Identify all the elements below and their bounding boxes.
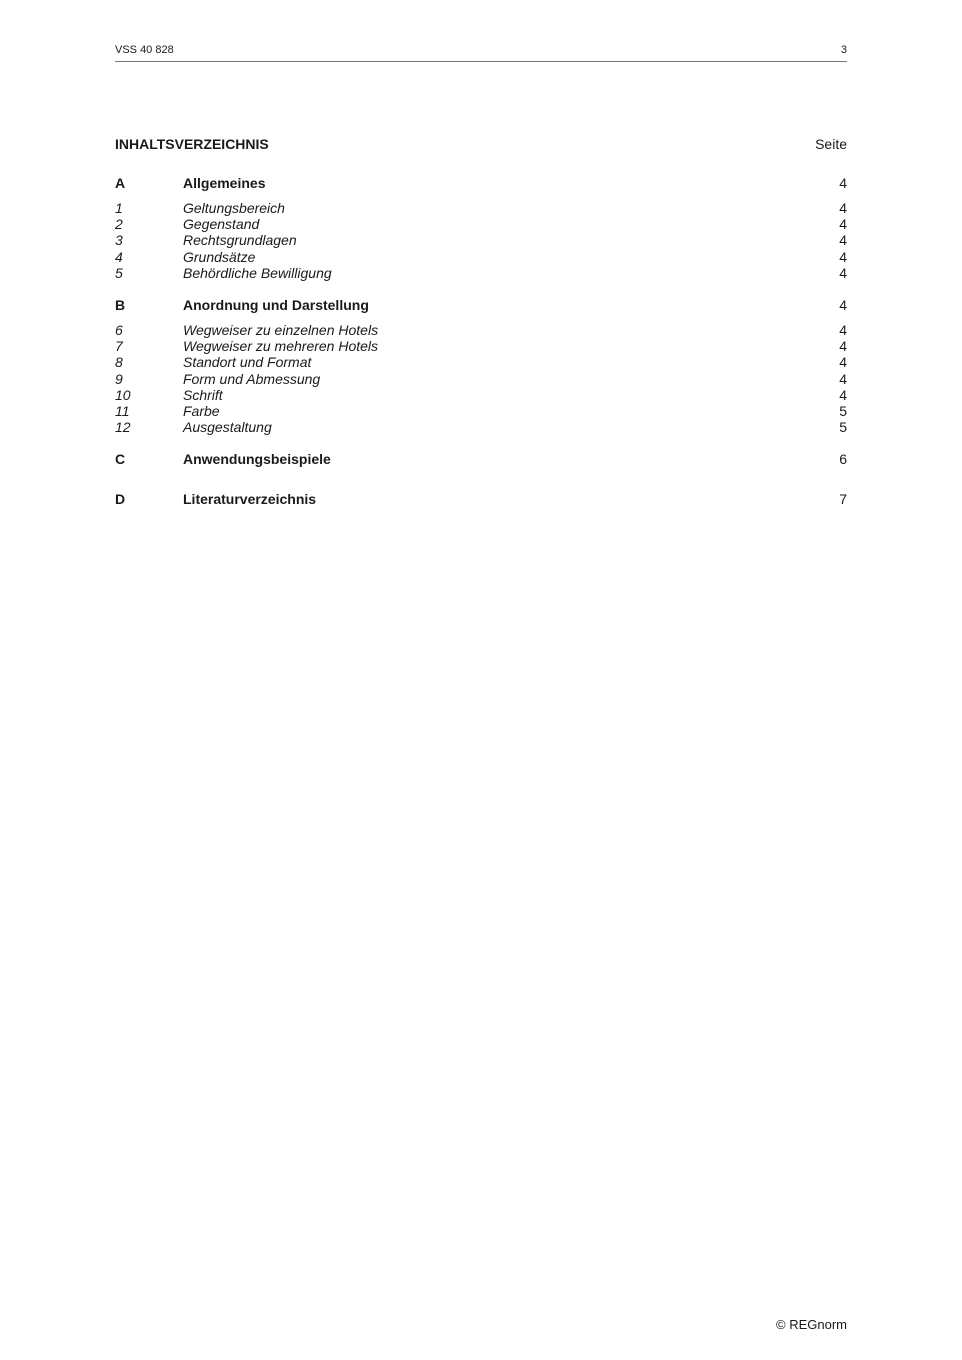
entry-page: 4: [839, 386, 847, 403]
entry-number: 6: [115, 322, 123, 339]
entry-label: Wegweiser zu mehreren Hotels: [183, 338, 379, 355]
toc-entry[interactable]: [115, 216, 847, 232]
toc-section: [115, 491, 847, 507]
entry-number: 9: [115, 370, 123, 387]
toc-section-heading[interactable]: [115, 297, 847, 313]
page-column-label: Seite: [815, 136, 847, 152]
toc-entry[interactable]: [115, 338, 847, 354]
entry-page: 5: [839, 403, 847, 420]
toc-title: INHALTSVERZEICHNIS: [115, 136, 269, 152]
section-page: 6: [839, 451, 847, 468]
section-letter: D: [115, 491, 126, 508]
toc-section-heading[interactable]: [115, 175, 847, 191]
entry-label: Gegenstand: [183, 216, 260, 233]
entry-label: Grundsätze: [183, 248, 256, 265]
toc-heading-row: [115, 136, 847, 152]
entry-label: Ausgestaltung: [183, 419, 272, 436]
entry-page: 4: [839, 322, 847, 339]
entry-number: 3: [115, 232, 123, 249]
entry-page: 4: [839, 370, 847, 387]
entry-page: 4: [839, 338, 847, 355]
toc-entry[interactable]: [115, 403, 847, 419]
entry-label: Standort und Format: [183, 354, 312, 371]
toc-entry[interactable]: [115, 265, 847, 281]
toc-section: [115, 175, 847, 281]
entry-number: 8: [115, 354, 123, 371]
entry-label: Wegweiser zu einzelnen Hotels: [183, 322, 379, 339]
toc-entry[interactable]: [115, 232, 847, 248]
entry-number: 4: [115, 248, 123, 265]
section-page: 4: [839, 175, 847, 191]
section-title: Allgemeines: [183, 175, 266, 191]
entry-number: 7: [115, 338, 123, 355]
page-header: [115, 44, 847, 57]
document-id: VSS 40 828: [115, 44, 174, 56]
entry-page: 4: [839, 248, 847, 265]
entry-number: 1: [115, 200, 123, 216]
header-divider: [115, 61, 847, 62]
toc-entry[interactable]: [115, 249, 847, 265]
section-title: Literaturverzeichnis: [183, 491, 317, 508]
section-letter: A: [115, 175, 126, 191]
entry-number: 11: [115, 403, 130, 420]
entry-label: Farbe: [183, 403, 220, 420]
section-title: Anwendungsbeispiele: [183, 451, 331, 468]
toc-section-heading[interactable]: [115, 491, 847, 507]
entry-label: Schrift: [183, 386, 223, 403]
toc-entry[interactable]: [115, 371, 847, 387]
entry-page: 4: [839, 216, 847, 233]
entry-label: Rechtsgrundlagen: [183, 232, 297, 249]
toc-section-heading[interactable]: [115, 451, 847, 467]
toc-section: [115, 451, 847, 467]
section-letter: B: [115, 297, 126, 314]
page-number: 3: [840, 44, 847, 56]
toc-entry[interactable]: [115, 200, 847, 216]
entry-number: 10: [115, 386, 131, 403]
table-of-contents: [115, 175, 847, 531]
entry-page: 4: [839, 200, 847, 216]
entry-label: Geltungsbereich: [183, 200, 285, 216]
entry-label: Behördliche Bewilligung: [183, 264, 332, 281]
toc-entry[interactable]: [115, 419, 847, 435]
copyright-notice: © REGnorm: [776, 1317, 847, 1332]
entry-number: 5: [115, 264, 123, 281]
toc-entry[interactable]: [115, 354, 847, 370]
toc-entry[interactable]: [115, 387, 847, 403]
entry-page: 5: [839, 419, 847, 436]
entry-page: 4: [839, 354, 847, 371]
section-page: 4: [839, 297, 847, 314]
section-page: 7: [839, 491, 847, 508]
entry-page: 4: [839, 232, 847, 249]
toc-section: [115, 297, 847, 435]
entry-page: 4: [839, 264, 847, 281]
entry-number: 2: [115, 216, 123, 233]
entry-label: Form und Abmessung: [183, 370, 321, 387]
section-letter: C: [115, 451, 126, 468]
toc-entry[interactable]: [115, 322, 847, 338]
entry-number: 12: [115, 419, 131, 436]
section-title: Anordnung und Darstellung: [183, 297, 369, 314]
